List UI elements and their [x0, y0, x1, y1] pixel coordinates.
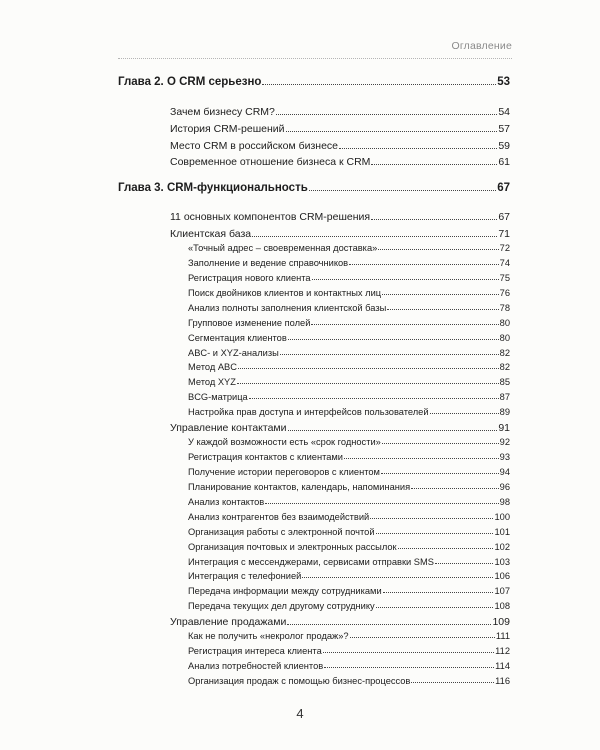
toc-entry-page: 54 [498, 106, 510, 118]
toc-entry-page: 114 [495, 661, 510, 671]
toc-entry-title: Регистрация интереса клиента [188, 646, 322, 656]
toc-entry-title: Организация почтовых и электронных рассылок [188, 542, 397, 552]
header-title: Оглавление [451, 40, 512, 52]
toc-subsection [188, 512, 510, 522]
toc-entry-title: Зачем бизнесу CRM? [170, 106, 275, 118]
toc-entry-page: 91 [498, 422, 510, 434]
toc-subsection [188, 258, 510, 268]
toc-entry-page: 103 [494, 557, 510, 567]
toc-subsection [188, 542, 510, 552]
toc-subsection [188, 601, 510, 611]
toc-entry-title: Регистрация нового клиента [188, 273, 311, 283]
dot-leader [339, 148, 497, 149]
toc-entry-page: 93 [499, 452, 510, 462]
toc-entry-page: 96 [499, 482, 510, 492]
toc-subsection [188, 527, 510, 537]
toc-entry-page: 57 [498, 123, 510, 135]
dot-leader [311, 324, 498, 325]
toc-entry-page: 98 [499, 497, 510, 507]
toc-entry-page: 112 [495, 646, 510, 656]
dot-leader [430, 413, 499, 414]
toc-section [170, 156, 510, 168]
toc-subsection [188, 557, 510, 567]
toc-entry-page: 78 [499, 303, 510, 313]
toc-entry-title: BCG-матрица [188, 392, 248, 402]
toc-entry-page: 80 [499, 333, 510, 343]
dot-leader [387, 309, 498, 310]
toc-section [170, 616, 510, 628]
toc-section [170, 422, 510, 434]
dot-leader [371, 164, 497, 165]
toc-entry-title: Глава 2. О CRM серьезно [118, 76, 262, 88]
toc-entry-page: 82 [499, 348, 510, 358]
dot-leader [411, 488, 499, 489]
toc-entry-page: 75 [499, 273, 510, 283]
toc-subsection [188, 452, 510, 462]
toc-entry-page: 100 [494, 512, 510, 522]
dot-leader [265, 503, 498, 504]
dot-leader [376, 607, 494, 608]
toc-entry-title: Планирование контактов, календарь, напоминания [188, 482, 411, 492]
toc-subsection [188, 348, 510, 358]
toc-entry-page: 67 [497, 182, 510, 194]
dot-leader [371, 219, 497, 220]
toc-entry-title: Как не получить «некролог продаж»? [188, 631, 349, 641]
dot-leader [435, 563, 494, 564]
toc-entry-title: Современное отношение бизнеса к CRM [170, 156, 371, 168]
toc-subsection [188, 377, 510, 387]
dot-leader [286, 131, 498, 132]
toc-entry-title: Регистрация контактов с клиентами [188, 452, 343, 462]
toc-entry-title: У каждой возможности есть «срок годности» [188, 437, 381, 447]
dot-leader [382, 294, 499, 295]
toc-entry-title: Анализ контактов [188, 497, 265, 507]
toc-subsection [188, 482, 510, 492]
dot-leader [280, 354, 499, 355]
dot-leader [411, 682, 494, 683]
toc-entry-page: 71 [498, 228, 510, 240]
toc-entry-page: 80 [499, 318, 510, 328]
toc-entry-title: Передача информации между сотрудниками [188, 586, 382, 596]
toc-entry-page: 87 [499, 392, 510, 402]
dot-leader [309, 190, 496, 191]
dot-leader [350, 637, 495, 638]
dot-leader [276, 114, 497, 115]
toc-entry-page: 89 [499, 407, 510, 417]
toc-section [170, 106, 510, 118]
toc-subsection [188, 661, 510, 671]
toc-entry-page: 94 [499, 467, 510, 477]
toc-subsection [188, 333, 510, 343]
toc-entry-page: 107 [494, 586, 510, 596]
toc-entry-title: Организация работы с электронной почтой [188, 527, 375, 537]
toc-subsection [188, 467, 510, 477]
toc-subsection [188, 303, 510, 313]
toc-entry-title: Групповое изменение полей [188, 318, 311, 328]
toc-subsection [188, 362, 510, 372]
toc-section [170, 140, 510, 152]
toc-entry-title: Место CRM в российском бизнесе [170, 140, 338, 152]
dot-leader [252, 236, 497, 237]
dot-leader [383, 592, 494, 593]
toc-entry-title: Настройка прав доступа и интерфейсов пользователей [188, 407, 429, 417]
toc-entry-title: Метод XYZ [188, 377, 236, 387]
dot-leader [249, 398, 499, 399]
toc-entry-page: 74 [499, 258, 510, 268]
toc-section [170, 211, 510, 223]
toc-entry-page: 109 [492, 616, 510, 628]
toc-subsection [188, 407, 510, 417]
toc-entry-title: «Точный адрес – своевременная доставка» [188, 243, 378, 253]
toc-subsection [188, 437, 510, 447]
dot-leader [370, 518, 493, 519]
toc-entry-page: 59 [498, 140, 510, 152]
page-number: 4 [296, 706, 304, 721]
toc-entry-title: Метод ABC [188, 362, 237, 372]
toc-entry-title: Получение истории переговоров с клиентом [188, 467, 380, 477]
toc-subsection [188, 676, 510, 686]
toc-entry-page: 67 [498, 211, 510, 223]
toc-entry-page: 111 [495, 631, 510, 641]
toc-subsection [188, 631, 510, 641]
toc-entry-title: Интеграция с мессенджерами, сервисами отправки SMS [188, 557, 434, 567]
toc-entry-title: Клиентская база [170, 228, 252, 240]
toc-entry-title: Анализ контрагентов без взаимодействий [188, 512, 370, 522]
toc-entry-page: 116 [495, 676, 510, 686]
dot-leader [344, 458, 499, 459]
toc-entry-page: 92 [499, 437, 510, 447]
dot-leader [288, 339, 499, 340]
dot-leader [312, 279, 499, 280]
toc-entry-page: 61 [498, 156, 510, 168]
toc-subsection [188, 318, 510, 328]
toc-entry-title: Анализ потребностей клиентов [188, 661, 324, 671]
toc-entry-title: Анализ полноты заполнения клиентской базы [188, 303, 387, 313]
toc-entry-title: Управление продажами [170, 616, 287, 628]
toc-entry-title: Интеграция с телефонией [188, 571, 302, 581]
toc-entry-title: Поиск двойников клиентов и контактных лиц [188, 288, 382, 298]
toc-subsection [188, 571, 510, 581]
toc-chapter [118, 76, 510, 88]
toc-entry-title: Управление контактами [170, 422, 287, 434]
toc-entry-page: 85 [499, 377, 510, 387]
toc-entry-page: 101 [494, 527, 510, 537]
toc-subsection [188, 646, 510, 656]
dot-leader [381, 473, 499, 474]
toc-entry-title: Передача текущих дел другому сотруднику [188, 601, 375, 611]
dot-leader [238, 368, 499, 369]
toc-section [170, 123, 510, 135]
dot-leader [378, 249, 498, 250]
toc-subsection [188, 273, 510, 283]
toc-entry-title: Заполнение и ведение справочников [188, 258, 349, 268]
toc-entry-page: 76 [499, 288, 510, 298]
toc-entry-title: ABC- и XYZ-анализы [188, 348, 279, 358]
toc-entry-title: Сегментация клиентов [188, 333, 287, 343]
dot-leader [262, 84, 496, 85]
dot-leader [349, 264, 499, 265]
toc-section [170, 228, 510, 240]
toc-entry-page: 72 [499, 243, 510, 253]
toc-subsection [188, 243, 510, 253]
toc-entry-page: 102 [494, 542, 510, 552]
dot-leader [324, 667, 494, 668]
toc-entry-title: История CRM-решений [170, 123, 285, 135]
dot-leader [382, 443, 499, 444]
dot-leader [323, 652, 494, 653]
dot-leader [376, 533, 494, 534]
toc-subsection [188, 497, 510, 507]
dot-leader [237, 383, 499, 384]
toc-entry-page: 82 [499, 362, 510, 372]
toc-subsection [188, 586, 510, 596]
toc-entry-title: Организация продаж с помощью бизнес-процессов [188, 676, 411, 686]
toc-chapter [118, 182, 510, 194]
dot-leader [398, 548, 494, 549]
toc-entry-page: 108 [494, 601, 510, 611]
toc-entry-page: 53 [497, 76, 510, 88]
dot-leader [302, 577, 493, 578]
toc-entry-title: 11 основных компонентов CRM-решения [170, 211, 371, 223]
toc-entry-title: Глава 3. CRM-функциональность [118, 182, 308, 194]
toc-subsection [188, 288, 510, 298]
dot-leader [288, 430, 498, 431]
dot-leader [287, 624, 491, 625]
toc-entry-page: 106 [494, 571, 510, 581]
toc-subsection [188, 392, 510, 402]
